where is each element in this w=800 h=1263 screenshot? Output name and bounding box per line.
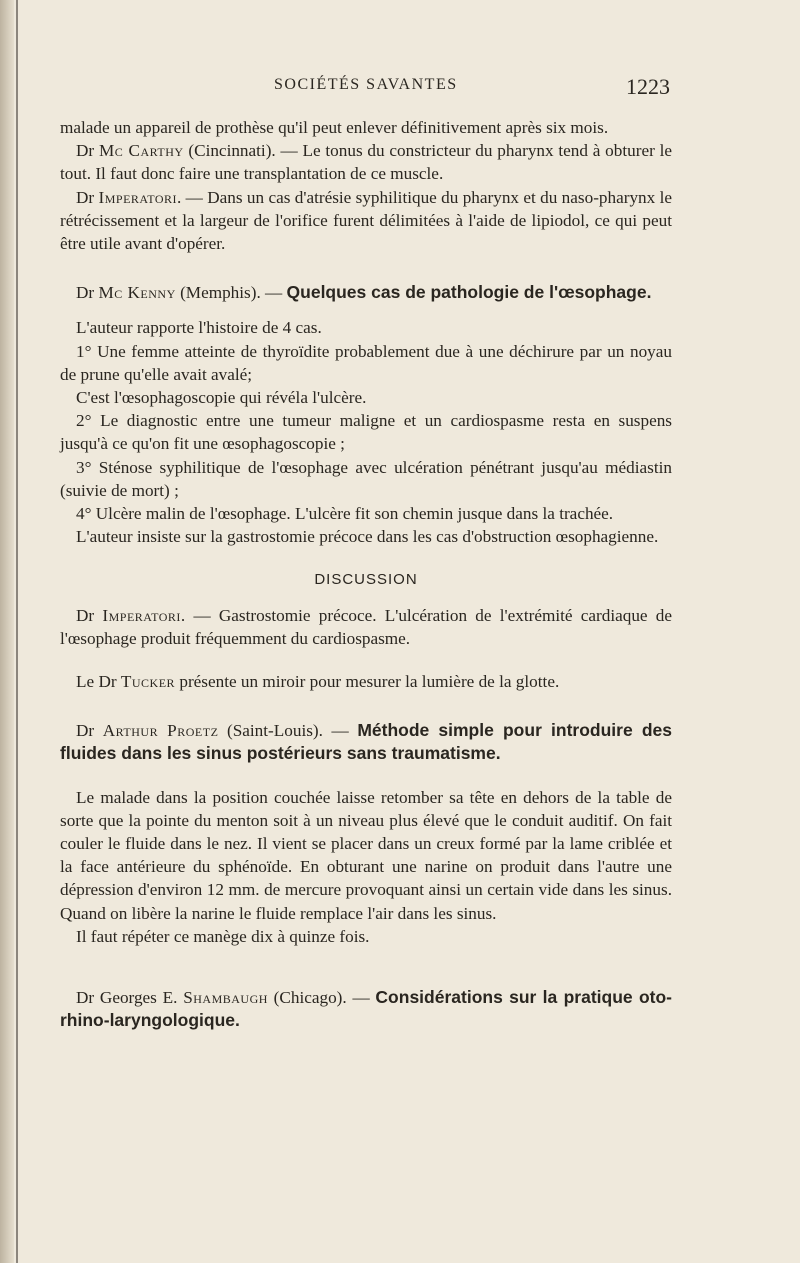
paragraph: Il faut répéter ce manège dix à quinze fois. <box>76 926 370 946</box>
page-edge <box>0 0 14 1263</box>
paragraph-tucker <box>60 670 672 693</box>
paragraph: Le malade dans la position couchée laisse retomber sa tête en dehors de la table de sorte que la pointe du menton soit à un niveau plus élevé que le conduit auditif. On fait couler le fluide dans le nez. Il vient se placer dans un creux formé par la lame criblée et la face antérieure du sphénoïde. En obturant une narine on produit dans l'autre une dépression d'environ 12 mm. de mercure provoquant ainsi un certain vide dans les sinus. Quand on libère la narine le fluide remplace l'air dans les sinus. <box>60 787 672 923</box>
running-head: SOCIÉTÉS SAVANTES <box>274 76 458 93</box>
doctor-title: Dr <box>76 988 95 1008</box>
doctor-title: Dr <box>76 141 95 161</box>
case-item: 3° Sténose syphilitique de l'œsophage avec ulcération pénétrant jusqu'au médiastin (suivie de mort) ; <box>60 457 672 500</box>
author-name: Mc Carthy <box>98 141 184 161</box>
affiliation: (Saint-Louis). — <box>218 721 358 741</box>
paragraph-mc-carthy <box>60 139 672 185</box>
doctor-title: Dr <box>76 721 95 741</box>
communication-title: Considérations sur la pratique oto-rhino-laryngologique. <box>60 987 672 1031</box>
communication-title: Quelques cas de pathologie de l'œsophage. <box>286 282 652 303</box>
case-item: 1° Une femme atteinte de thyroïdite probablement due à une déchirure par un noyau de prune qu'elle avait avalé; <box>60 341 672 384</box>
paragraph-imperatori-discussion <box>60 604 672 650</box>
paragraph-continuation: malade un appareil de prothèse qu'il peut enlever définitivement après six mois. <box>60 118 609 137</box>
page-number: 1223 <box>626 74 670 99</box>
communication-title: Méthode simple pour introduire des fluides dans les sinus postérieurs sans traumatisme. <box>60 720 672 764</box>
author-first-name: Georges E. <box>99 988 184 1008</box>
doctor-title: Dr <box>76 605 95 625</box>
page-header <box>0 76 800 104</box>
author-name: Shambaugh <box>183 988 268 1008</box>
paragraph-text: présente un miroir pour mesurer la lumière de la glotte. <box>175 672 560 692</box>
paragraph-text: . — Gastrostomie précoce. L'ulcération de l'extrémité cardiaque de l'œsophage produit fréquemment du cardiospasme. <box>60 605 673 648</box>
doctor-title: Dr <box>76 187 95 207</box>
author-name: Imperatori <box>102 605 181 625</box>
page-body <box>60 116 672 1033</box>
section-heading: DISCUSSION <box>314 571 418 589</box>
author-name: Tucker <box>120 672 176 692</box>
paragraph-imperatori <box>60 186 672 256</box>
affiliation: (Memphis). — <box>175 283 287 303</box>
case-item: 4° Ulcère malin de l'œsophage. L'ulcère fit son chemin jusque dans la trachée. <box>76 504 614 524</box>
affiliation: (Chicago). — <box>267 988 376 1008</box>
heading-shambaugh <box>60 986 672 1032</box>
case-item: 2° Le diagnostic entre une tumeur maligne et un cardiospasme resta en suspens jusqu'à ce qu'on fit une œsophagoscopie ; <box>60 411 672 454</box>
author-name: Imperatori <box>98 187 178 207</box>
paragraph: C'est l'œsophagoscopie qui révéla l'ulcère. <box>76 388 367 408</box>
author-name: Mc Kenny <box>98 283 176 303</box>
paragraph: L'auteur insiste sur la gastrostomie précoce dans les cas d'obstruction œsophagienne. <box>76 527 659 547</box>
author-name: Arthur Proetz <box>102 721 219 741</box>
binding-line <box>16 0 18 1263</box>
paragraph-text: . — Dans un cas d'atrésie syphilitique du pharynx et du naso-pharynx le rétrécissement et la largeur de l'orifice furent délimitées à l'aide de lipiodol, ce qui peut être utile avant d'opérer. <box>60 187 672 254</box>
paragraph: L'auteur rapporte l'histoire de 4 cas. <box>76 318 322 338</box>
doctor-title: Dr <box>76 283 95 303</box>
doctor-title: Dr <box>98 672 117 692</box>
heading-mc-kenny <box>60 281 672 304</box>
paragraph-text: (Cincinnati). — Le tonus du constricteur du pharynx tend à obturer le tout. Il faut donc faire une transplantation de ce muscle. <box>60 141 672 184</box>
heading-proetz <box>60 719 672 765</box>
paragraph-text: Le <box>76 672 99 692</box>
